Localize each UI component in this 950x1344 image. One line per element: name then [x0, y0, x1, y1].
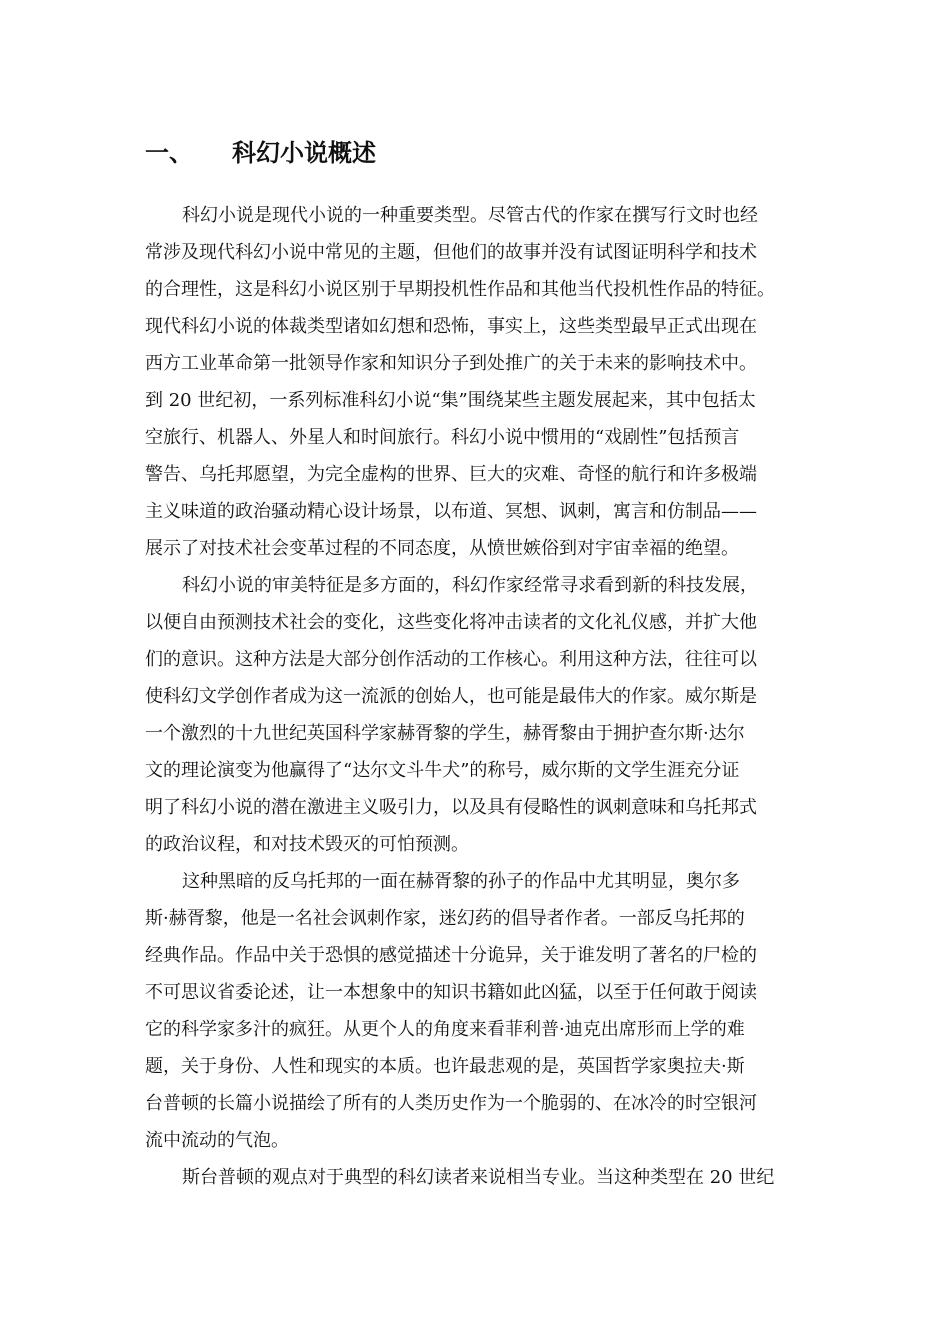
text-line: 科幻小说的审美特征是多方面的，科幻作家经常寻求看到新的科技发展，	[182, 575, 758, 596]
text-line: 到 20 世纪初，一系列标准科幻小说“集”围绕某些主题发展起来，其中包括太	[145, 390, 756, 411]
text-line: 主义味道的政治骚动精心设计场景，以布道、冥想、讽刺，寓言和仿制品——	[145, 501, 757, 522]
text-line: 经典作品。作品中关于恐惧的感觉描述十分诡异，关于谁发明了著名的尸检的	[145, 945, 757, 966]
text-line: 明了科幻小说的潜在激进主义吸引力，以及具有侵略性的讽刺意味和乌托邦式	[145, 797, 757, 818]
text-line: 警告、乌托邦愿望，为完全虚构的世界、巨大的灾难、奇怪的航行和许多极端	[145, 464, 757, 485]
text-line: 流中流动的气泡。	[145, 1130, 289, 1151]
text-line: 台普顿的长篇小说描绘了所有的人类历史作为一个脆弱的、在冰冷的时空银河	[145, 1093, 757, 1114]
section-number: 一、	[145, 139, 193, 167]
text-line: 的政治议程，和对技术毁灭的可怕预测。	[145, 834, 469, 855]
text-line: 斯·赫胥黎，他是一名社会讽刺作家，迷幻药的倡导者作者。一部反乌托邦的	[145, 908, 745, 929]
text-line: 们的意识。这种方法是大部分创作活动的工作核心。利用这种方法，往往可以	[145, 649, 757, 670]
text-line: 展示了对技术社会变革过程的不同态度，从愤世嫉俗到对宇宙幸福的绝望。	[145, 538, 739, 559]
text-line: 西方工业革命第一批领导作家和知识分子到处推广的关于未来的影响技术中。	[145, 353, 757, 374]
text-line: 不可思议省委论述，让一本想象中的知识书籍如此凶猛，以至于任何敢于阅读	[145, 982, 757, 1003]
text-line: 使科幻文学创作者成为这一流派的创始人，也可能是最伟大的作家。威尔斯是	[145, 686, 757, 707]
text-line: 科幻小说是现代小说的一种重要类型。尽管古代的作家在撰写行文时也经	[182, 205, 758, 226]
text-line: 的合理性，这是科幻小说区别于早期投机性作品和其他当代投机性作品的特征。	[145, 279, 775, 300]
text-line: 以便自由预测技术社会的变化，这些变化将冲击读者的文化礼仪感，并扩大他	[145, 612, 757, 633]
section-heading	[145, 138, 376, 168]
body-text	[145, 197, 825, 1196]
section-title: 科幻小说概述	[232, 139, 376, 167]
text-line: 斯台普顿的观点对于典型的科幻读者来说相当专业。当这种类型在 20 世纪	[182, 1167, 775, 1188]
text-line: 文的理论演变为他赢得了“达尔文斗牛犬”的称号，威尔斯的文学生涯充分证	[145, 760, 740, 781]
text-line: 常涉及现代科幻小说中常见的主题，但他们的故事并没有试图证明科学和技术	[145, 242, 757, 263]
text-line: 题，关于身份、人性和现实的本质。也许最悲观的是，英国哲学家奥拉夫·斯	[145, 1056, 745, 1077]
text-line: 空旅行、机器人、外星人和时间旅行。科幻小说中惯用的“戏剧性”包括预言	[145, 427, 740, 448]
text-line: 它的科学家多汁的疯狂。从更个人的角度来看菲利普·迪克出席形而上学的难	[145, 1019, 745, 1040]
text-line: 现代科幻小说的体裁类型诸如幻想和恐怖，事实上，这些类型最早正式出现在	[145, 316, 757, 337]
text-line: 这种黑暗的反乌托邦的一面在赫胥黎的孙子的作品中尤其明显，奥尔多	[182, 871, 740, 892]
text-line: 一个激烈的十九世纪英国科学家赫胥黎的学生，赫胥黎由于拥护查尔斯·达尔	[145, 723, 745, 744]
